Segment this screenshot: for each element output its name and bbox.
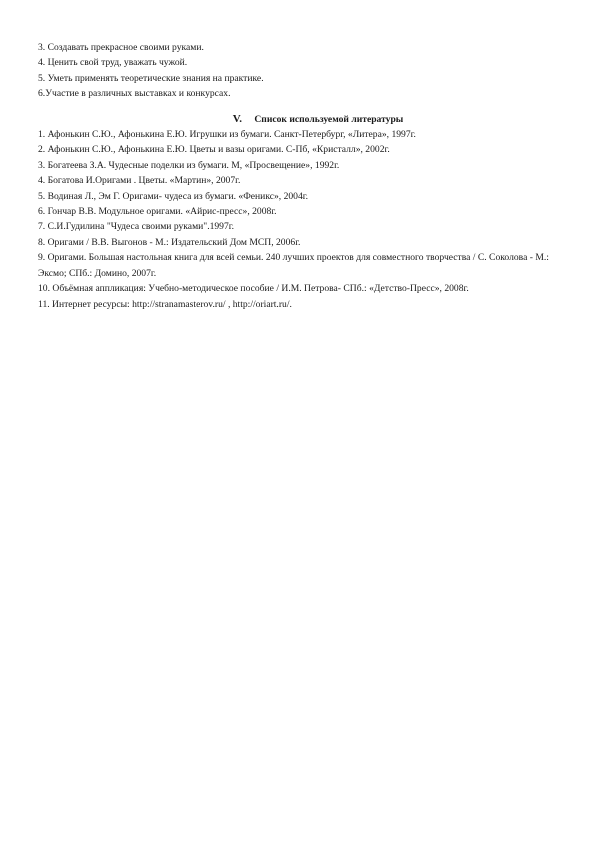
reference-item: 9. Оригами. Большая настольная книга для всей семьи. 240 лучших проектов для совместного творчества / С. Соколова - М.: Эксмо; СПб.: Домино, 2007г. [38, 252, 549, 279]
reference-item: 4. Богатова И.Оригами . Цветы. «Мартин», 2007г. [38, 175, 241, 187]
section-number: V. [232, 112, 242, 125]
reference-item: 11. Интернет ресурсы: http://stranamasterov.ru/ , http://oriart.ru/. [38, 298, 292, 310]
goal-item: 3. Создавать прекрасное своими руками. [38, 42, 204, 53]
goals-list [38, 40, 558, 102]
reference-item: 8. Оригами / В.В. Выгонов - М.: Издательский Дом МСП, 2006г. [38, 236, 301, 248]
goal-item: 4. Ценить свой труд, уважать чужой. [38, 57, 188, 69]
reference-item: 10. Объёмная аппликация: Учебно-методическое пособие / И.М. Петрова- СПб.: «Детство-Пресс», 2008г. [38, 283, 469, 295]
reference-item: 3. Богатеева З.А. Чудесные поделки из бумаги. М, «Просвещение», 1992г. [38, 159, 340, 171]
reference-item: 1. Афонькин С.Ю., Афонькина Е.Ю. Игрушки из бумаги. Санкт-Петербург, «Литера», 1997г. [38, 129, 416, 141]
reference-item: 5. Водиная Л., Эм Г. Оригами- чудеса из бумаги. «Феникс», 2004г. [38, 190, 309, 202]
goal-item: 6.Участие в различных выставках и конкурсах. [38, 88, 231, 100]
reference-item: 2. Афонькин С.Ю., Афонькина Е.Ю. Цветы и вазы оригами. С-Пб, «Кристалл», 2002г. [38, 144, 390, 156]
page-content [38, 40, 558, 312]
goal-item: 5. Уметь применять теоретические знания на практике. [38, 72, 264, 84]
reference-item: 6. Гончар В.В. Модульное оригами. «Айрис-пресс», 2008г. [38, 206, 277, 218]
reference-item: 7. С.И.Гудилина "Чудеса своими руками".1997г. [38, 221, 235, 233]
section-heading [38, 112, 558, 127]
section-title: Список используемой литературы [254, 113, 404, 125]
references-list [38, 127, 558, 312]
